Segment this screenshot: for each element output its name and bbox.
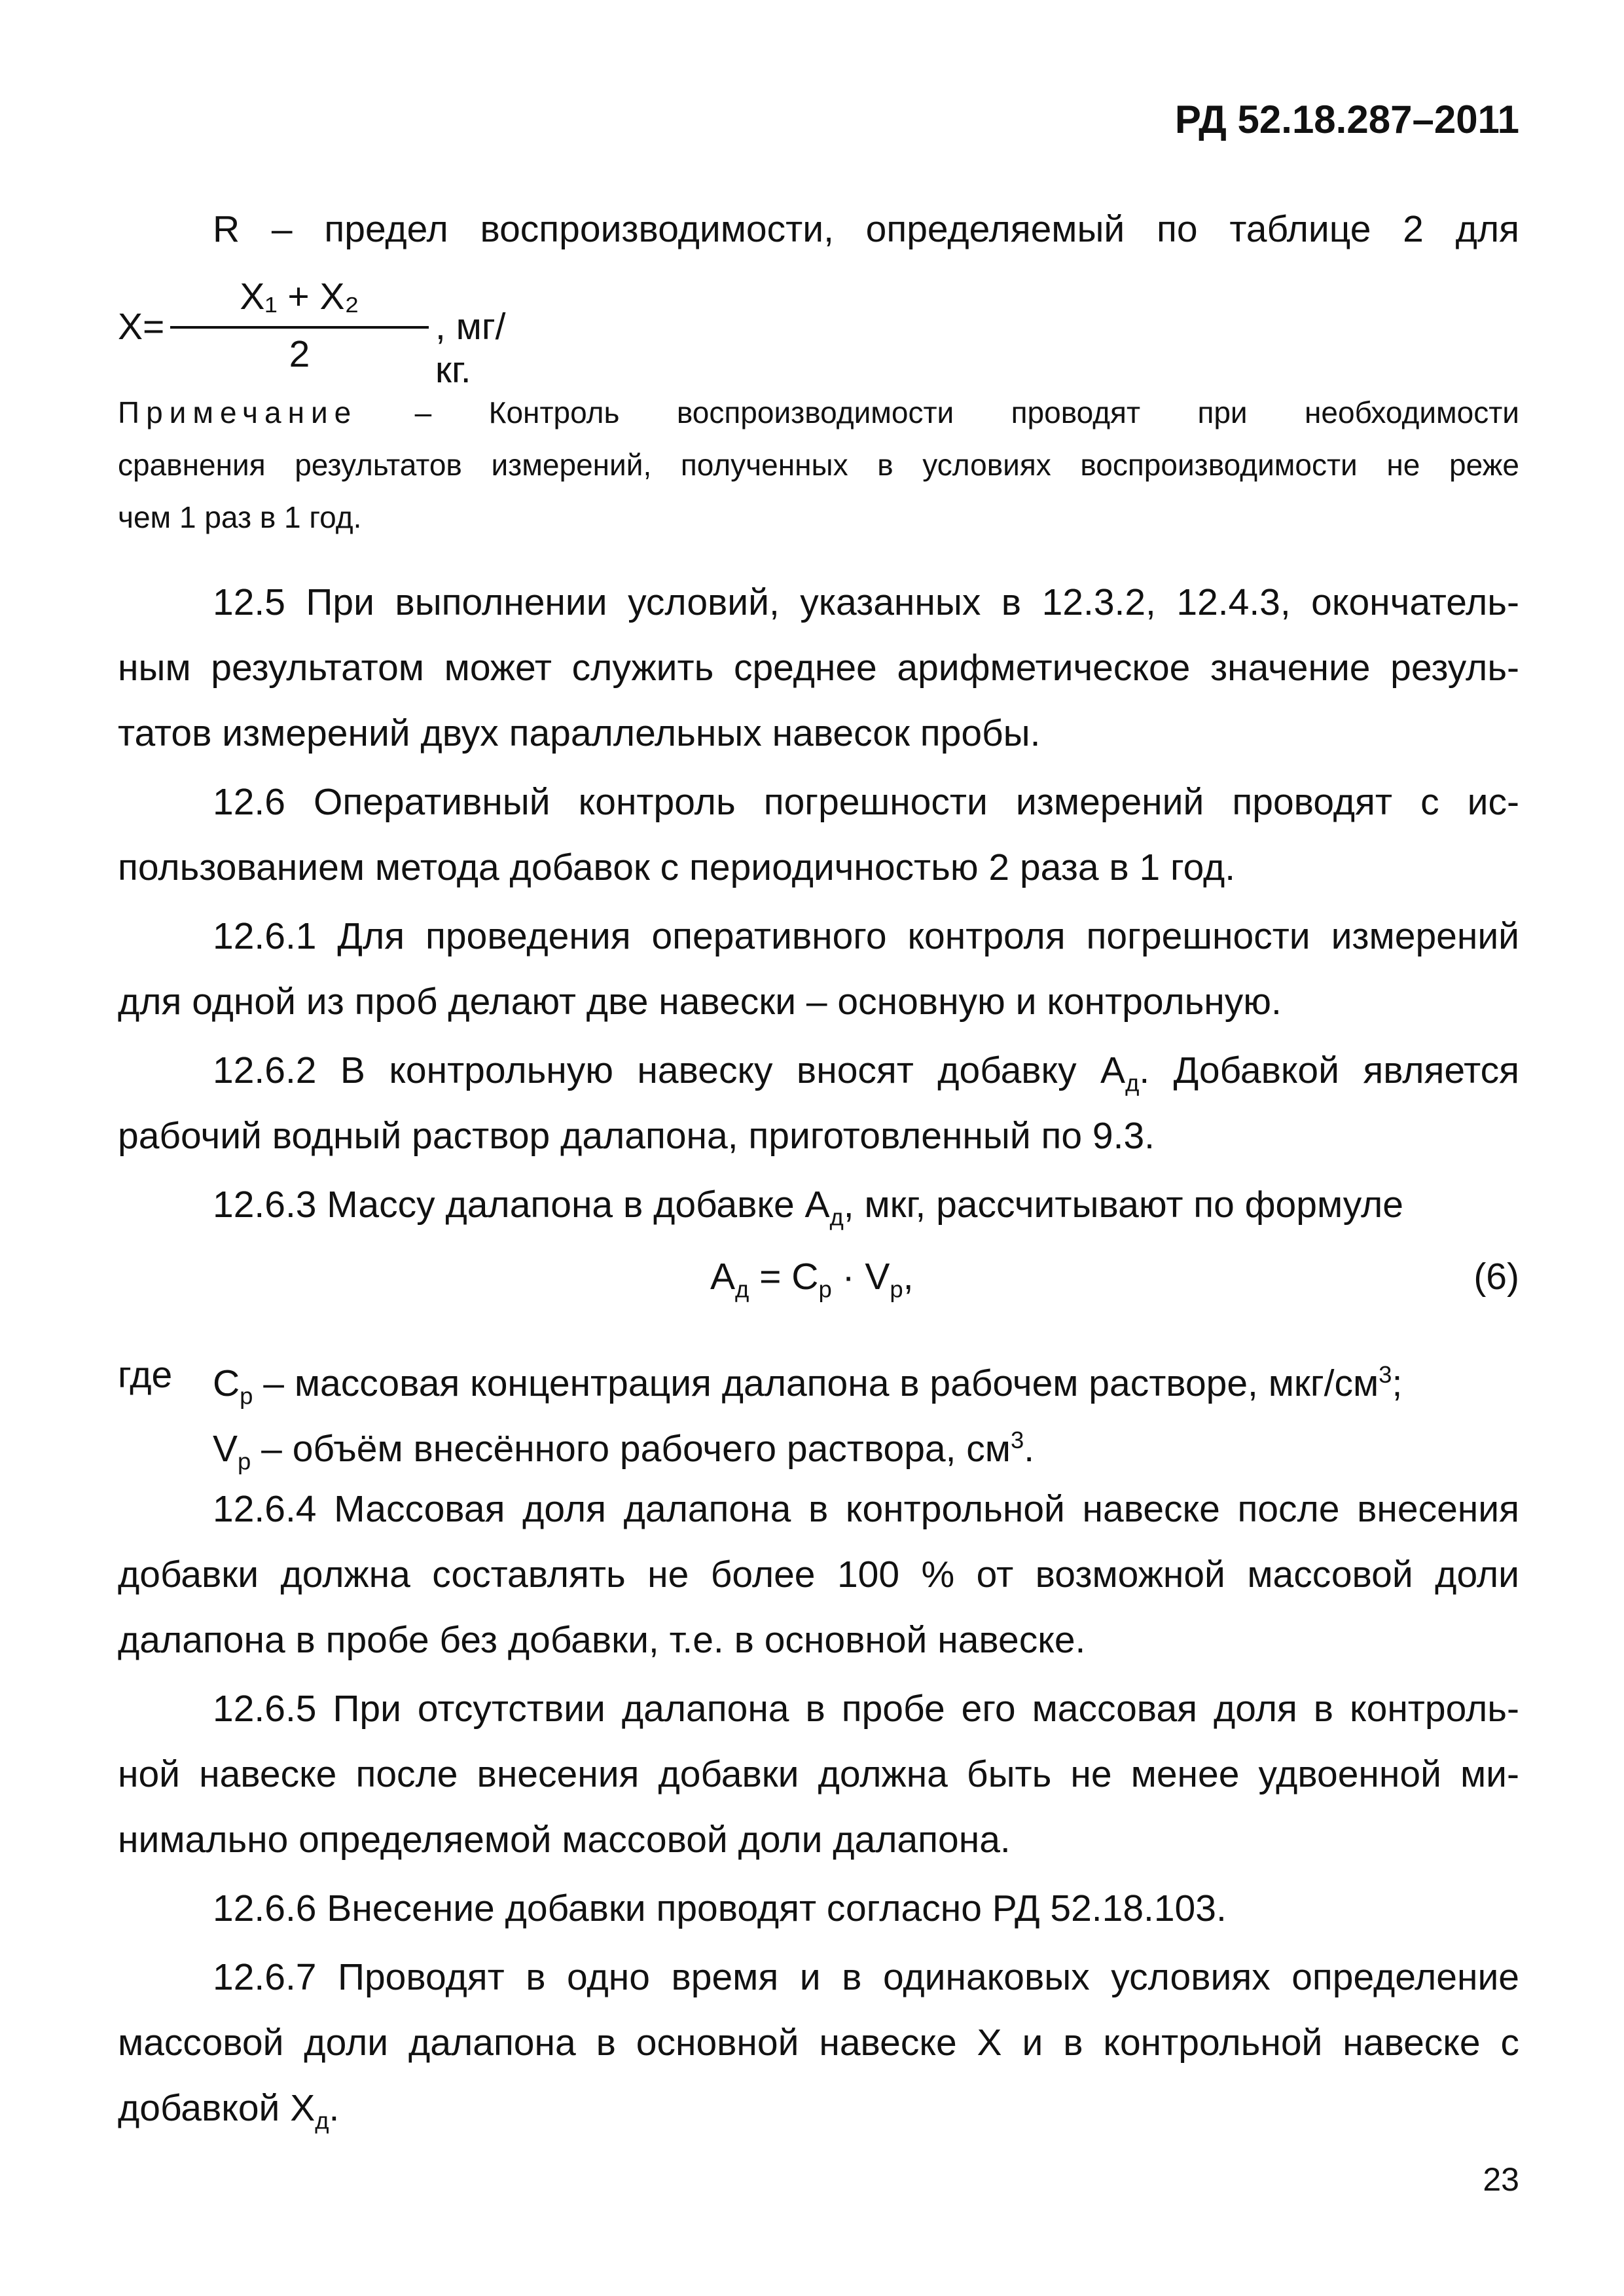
p12-6-1-line-2: для одной из проб делают две навески – основную и контрольную. bbox=[118, 981, 1282, 1023]
p12-5-line-3: татов измерений двух параллельных навесок пробы. bbox=[118, 712, 1041, 754]
formula6-c-sub: р bbox=[818, 1275, 832, 1303]
p12-5-line-1: 12.5 При выполнении условий, указанных в 12.3.2, 12.4.3, окончатель- bbox=[213, 581, 1519, 623]
p12-6-2-sub: д bbox=[1125, 1069, 1140, 1097]
formula-denominator: 2 bbox=[289, 333, 310, 375]
formula-x-label: X= bbox=[118, 306, 165, 348]
note-line-1 bbox=[118, 386, 1519, 439]
where-c-sup: 3 bbox=[1379, 1361, 1392, 1388]
p12-6-4-line-3: далапона в пробе без добавки, т.е. в основной навеске. bbox=[118, 1619, 1086, 1661]
p12-6-7-line-1: 12.6.7 Проводят в одно время и в одинаковых условиях определение bbox=[213, 1956, 1519, 1998]
p12-6-3-line bbox=[213, 1172, 1519, 1250]
formula6-a: А bbox=[710, 1256, 736, 1298]
p12-6-7-line-2: массовой доли далапона в основной навеске Х и в контрольной навеске с bbox=[118, 2022, 1519, 2064]
p12-6-5-line-1: 12.6.5 При отсутствии далапона в пробе его массовая доля в контроль- bbox=[213, 1688, 1519, 1730]
p12-6-line-2: пользованием метода добавок с периодичностью 2 раза в 1 год. bbox=[118, 847, 1236, 888]
p12-6-3-text-a: 12.6.3 Массу далапона в добавке А bbox=[213, 1184, 830, 1226]
p12-6-7-sub: д bbox=[315, 2107, 329, 2134]
note-line-3: чем 1 раз в 1 год. bbox=[118, 500, 362, 534]
p12-6-4-line-1: 12.6.4 Массовая доля далапона в контрольной навеске после внесения bbox=[213, 1488, 1519, 1530]
formula-numerator: X₁ + X₂ bbox=[240, 276, 359, 318]
where-v-sub: р bbox=[238, 1448, 251, 1475]
formula-6 bbox=[710, 1244, 914, 1322]
formula6-dot: · V bbox=[831, 1256, 890, 1298]
p12-6-4-line-2: добавки должна составлять не более 100 % от возможной массовой доли bbox=[118, 1554, 1519, 1595]
where-c-sub: р bbox=[240, 1382, 253, 1410]
page-number: 23 bbox=[1483, 2161, 1519, 2198]
document-number-header: РД 52.18.287–2011 bbox=[1174, 98, 1519, 141]
p12-6-2-text-a: 12.6.2 В контрольную навеску вносят добавку А bbox=[213, 1049, 1126, 1091]
p12-6-3-sub: д bbox=[829, 1203, 844, 1231]
note-label: Примечание bbox=[118, 395, 358, 429]
p12-6-5-line-2: ной навеске после внесения добавки должна быть не менее удвоенной ми- bbox=[118, 1753, 1519, 1795]
formula-unit: , мг/кг. bbox=[435, 306, 506, 391]
p12-6-2-text-b: . Добавкой является bbox=[1139, 1049, 1519, 1091]
where-label: где bbox=[118, 1354, 173, 1396]
where-v-sup: 3 bbox=[1010, 1427, 1024, 1453]
formula6-end: , bbox=[903, 1256, 914, 1298]
note-text-1: – Контроль воспроизводимости проводят при необходимости bbox=[357, 395, 1519, 429]
where-v: V bbox=[213, 1428, 238, 1470]
p12-6-line-1: 12.6 Оперативный контроль погрешности измерений проводят с ис- bbox=[213, 781, 1519, 823]
where-c-text: – массовая концентрация далапона в рабочем растворе, мкг/см bbox=[253, 1362, 1379, 1404]
p12-5-line-2: ным результатом может служить среднее арифметическое значение резуль- bbox=[118, 647, 1519, 689]
formula6-v-sub: р bbox=[890, 1275, 903, 1303]
fraction-bar bbox=[170, 326, 429, 329]
p12-6-7-text-b: . bbox=[329, 2087, 340, 2129]
p12-6-1-line-1: 12.6.1 Для проведения оперативного контроля погрешности измерений bbox=[213, 915, 1519, 957]
formula6-a-sub: д bbox=[735, 1275, 749, 1303]
p12-6-3-text-b: , мкг, рассчитывают по формуле bbox=[843, 1184, 1403, 1226]
formula6-eq: = С bbox=[749, 1256, 819, 1298]
where-c-end: ; bbox=[1392, 1362, 1403, 1404]
formula-6-number: (6) bbox=[1473, 1256, 1519, 1298]
mean-formula bbox=[118, 275, 511, 391]
p12-6-7-line-3 bbox=[118, 2075, 1519, 2153]
note-line-2: сравнения результатов измерений, полученных в условиях воспроизводимости не реже bbox=[118, 448, 1519, 482]
p12-6-2-line-2: рабочий водный раствор далапона, приготовленный по 9.3. bbox=[118, 1115, 1155, 1157]
p12-6-5-line-3: нимально определяемой массовой доли далапона. bbox=[118, 1819, 1011, 1861]
p12-6-6-line: 12.6.6 Внесение добавки проводят согласно РД 52.18.103. bbox=[213, 1887, 1227, 1929]
where-v-text: – объём внесённого рабочего раствора, см bbox=[251, 1428, 1011, 1470]
r-definition-line: R – предел воспроизводимости, определяемый по таблице 2 для bbox=[213, 208, 1519, 250]
where-v-end: . bbox=[1024, 1428, 1035, 1470]
where-c: С bbox=[213, 1362, 240, 1404]
p12-6-7-text-a: добавкой Х bbox=[118, 2087, 316, 2129]
